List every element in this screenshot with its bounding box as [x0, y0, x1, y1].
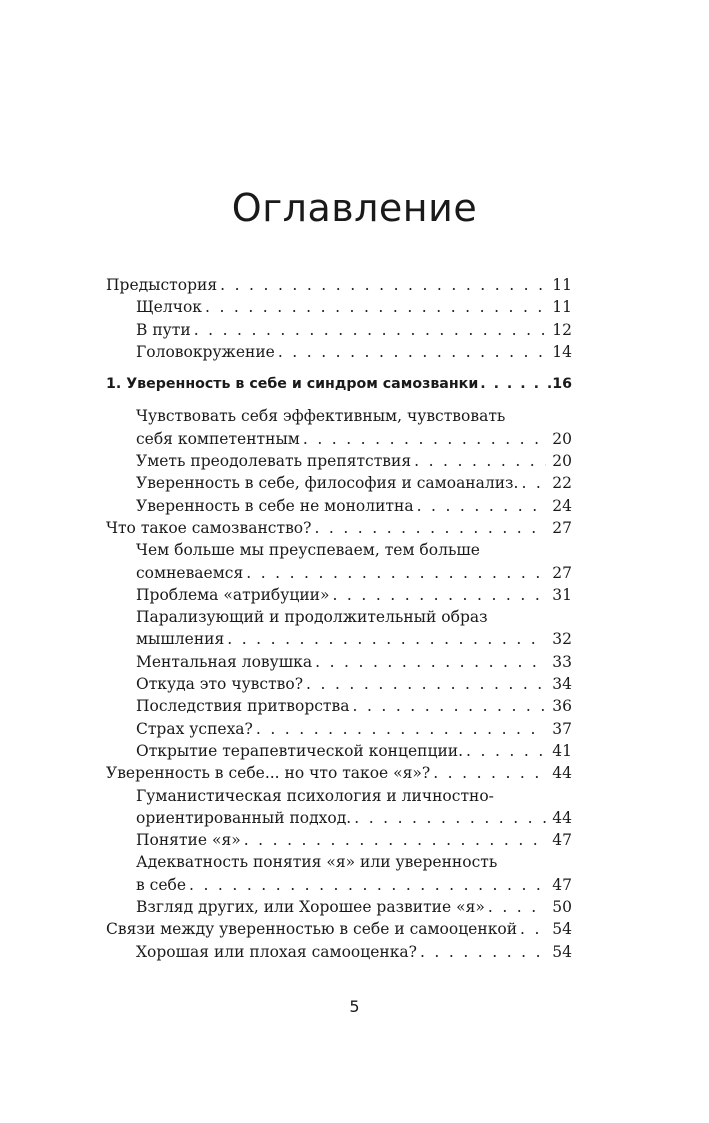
toc-entry-page: 11	[552, 276, 572, 294]
toc-entry-title: ориентированный подход.	[136, 808, 352, 827]
toc-leader-dots	[306, 673, 546, 695]
toc-entry-title: Проблема «атрибуции»	[136, 585, 330, 604]
toc-subentry	[106, 628, 572, 650]
toc-entry-title: Уверенность в себе... но что такое «я»?	[106, 764, 431, 783]
toc-entry-title: в себе	[136, 875, 187, 894]
toc-entry-page: 34	[552, 675, 572, 694]
toc-entry-title: Хорошая или плохая самооценка?	[136, 942, 417, 961]
toc-entry-page: 54	[552, 920, 572, 939]
toc-entry-title: Уметь преодолевать препятствия	[136, 452, 412, 471]
toc-entry-title: сомневаемся	[136, 563, 244, 582]
toc-subentry	[106, 341, 572, 363]
toc-subentry	[106, 472, 572, 494]
toc-entry	[106, 762, 572, 784]
toc-leader-dots	[433, 762, 546, 784]
toc-leader-dots	[352, 695, 546, 717]
toc-subentry	[106, 695, 572, 717]
toc-leader-dots	[332, 584, 546, 606]
toc-entry	[106, 918, 572, 940]
toc-leader-dots	[417, 495, 546, 517]
toc-leader-dots	[246, 562, 546, 584]
toc-subentry	[106, 495, 572, 517]
toc-entry-page: 20	[552, 452, 572, 471]
toc-entry-page: 37	[552, 719, 572, 738]
toc-leader-dots	[521, 472, 546, 494]
toc-entry-page: 20	[552, 429, 572, 448]
toc-entry-title: Связи между уверенностью в себе и самооценкой	[106, 920, 518, 939]
toc-leader-dots	[520, 918, 546, 940]
toc-leader-dots	[480, 373, 552, 395]
toc-chapter-title: 1. Уверенность в себе и синдром самозванки	[106, 376, 479, 393]
toc-leader-dots	[244, 829, 546, 851]
toc-entry-page: 54	[552, 942, 572, 961]
toc-entry-title: мышления	[136, 630, 225, 649]
toc-entry-page: 41	[552, 741, 572, 760]
toc-entry-page: 50	[552, 898, 572, 917]
toc-entry-title: Головокружение	[136, 342, 275, 361]
toc-entry-page: 11	[552, 298, 572, 317]
toc-leader-dots	[354, 807, 546, 829]
toc-entry-title: Последствия притворства	[136, 697, 350, 716]
toc-entry-title: Страх успеха?	[136, 719, 253, 738]
toc-subentry-line: Гуманистическая психология и личностно-	[136, 786, 494, 805]
toc-entry-page: 33	[552, 652, 572, 671]
toc-entry-page: 31	[552, 585, 572, 604]
toc-entry	[106, 517, 572, 539]
toc-leader-dots	[220, 274, 546, 296]
toc-subentry	[106, 428, 572, 450]
toc-subentry	[106, 296, 572, 318]
toc-leader-dots	[189, 874, 546, 896]
toc-subentry	[106, 829, 572, 851]
toc-entry-page: 12	[552, 320, 572, 339]
toc-subentry	[106, 896, 572, 918]
toc-subentry-line: Парализующий и продолжительный образ	[136, 608, 488, 627]
toc-leader-dots	[194, 319, 546, 341]
toc-subentry-line: Адекватность понятия «я» или уверенность	[136, 853, 498, 872]
toc-subentry	[106, 450, 572, 472]
toc-entry-title: Понятие «я»	[136, 831, 241, 850]
toc-leader-dots	[227, 628, 546, 650]
toc-subentry	[106, 673, 572, 695]
page-number: 5	[349, 997, 360, 1016]
toc-subentry	[106, 874, 572, 896]
toc-subentry	[106, 740, 572, 762]
toc-leader-dots	[205, 296, 546, 318]
toc-leader-dots	[315, 651, 546, 673]
toc-subentry	[106, 718, 572, 740]
toc-subentry	[106, 941, 572, 963]
toc-entry-title: Уверенность в себе не монолитна	[136, 496, 414, 515]
toc-entry-page: 32	[552, 630, 572, 649]
toc-entry-title: Предыстория	[106, 276, 218, 294]
toc-subentry	[106, 562, 572, 584]
toc-subentry-line: Чувствовать себя эффективным, чувствовать	[136, 407, 506, 426]
toc-entry-title: В пути	[136, 320, 191, 339]
toc-entry	[106, 274, 572, 296]
toc-entry-title: Откуда это чувство?	[136, 675, 304, 694]
toc-leader-dots	[314, 517, 546, 539]
toc-entry-page: 27	[552, 563, 572, 582]
toc-entry-page: 47	[552, 831, 572, 850]
toc-entry-page: 47	[552, 875, 572, 894]
toc-entry-page: 44	[552, 808, 572, 827]
toc-chapter-heading	[106, 373, 572, 395]
toc-entry-title: Что такое самозванство?	[106, 518, 312, 537]
toc-subentry	[106, 807, 572, 829]
toc-entry-page: 22	[552, 474, 572, 493]
toc-entry-title: Уверенность в себе, философия и самоанализ.	[136, 474, 519, 493]
toc-leader-dots	[414, 450, 546, 472]
toc-leader-dots	[420, 941, 546, 963]
toc-entry-page: 36	[552, 697, 572, 716]
toc-subentry	[106, 651, 572, 673]
toc-entry-page: 44	[552, 764, 572, 783]
toc-entry-page: 24	[552, 496, 572, 515]
toc-entry-title: Открытие терапевтической концепции.	[136, 741, 464, 760]
toc-leader-dots	[256, 718, 546, 740]
toc-entry-page: 14	[552, 342, 572, 361]
toc-leader-dots	[466, 740, 546, 762]
table-of-contents	[106, 274, 572, 963]
toc-subentry-line: Чем больше мы преуспеваем, тем больше	[136, 541, 480, 560]
toc-chapter-page: 16	[552, 376, 572, 393]
toc-entry-title: Щелчок	[136, 298, 202, 317]
toc-entry-title: себя компетентным	[136, 429, 300, 448]
page-title: Оглавление	[231, 186, 478, 230]
toc-entry-title: Взгляд других, или Хорошее развитие «я»	[136, 898, 485, 917]
toc-leader-dots	[278, 341, 546, 363]
toc-entry-page: 27	[552, 518, 572, 537]
toc-subentry	[106, 319, 572, 341]
toc-leader-dots	[303, 428, 546, 450]
toc-entry-title: Ментальная ловушка	[136, 652, 313, 671]
toc-leader-dots	[488, 896, 546, 918]
toc-subentry	[106, 584, 572, 606]
